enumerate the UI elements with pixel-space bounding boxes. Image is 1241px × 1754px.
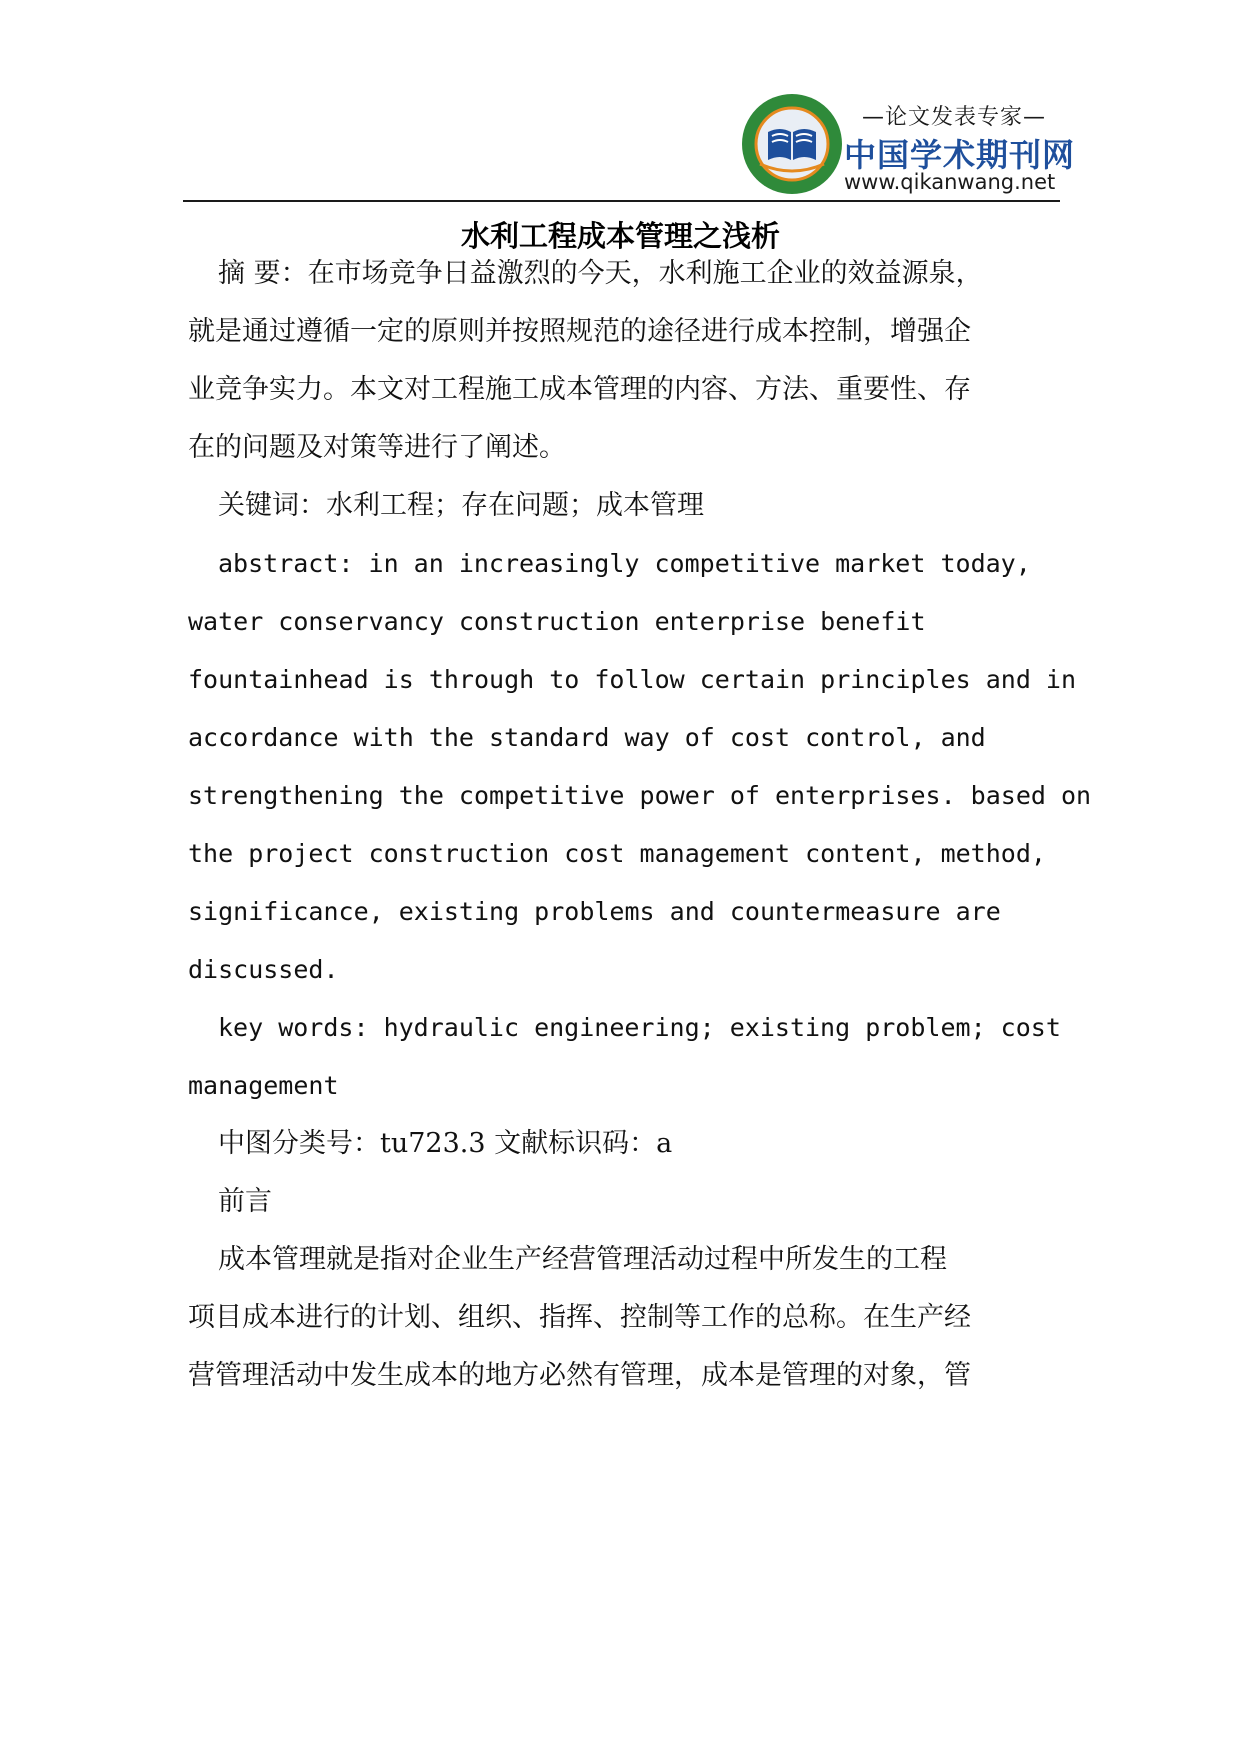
body-line: 营管理活动中发生成本的地方必然有管理，成本是管理的对象，管 [188,1360,971,1391]
abstract-en-line: water conservancy construction enterprise benefit [188,607,926,636]
keywords-en: key words: hydraulic engineering; existing problem; cost [218,1013,1061,1042]
keywords-cn: 关键词：水利工程；存在问题；成本管理 [218,490,704,521]
classification-line: 中图分类号：tu723.3 文献标识码：a [218,1128,673,1159]
body-line: 项目成本进行的计划、组织、指挥、控制等工作的总称。在生产经 [188,1302,971,1333]
abstract-cn-line: 摘 要：在市场竞争日益激烈的今天，水利施工企业的效益源泉， [218,258,983,289]
body-line: 成本管理就是指对企业生产经营管理活动过程中所发生的工程 [218,1244,947,1275]
abstract-en-line: discussed. [188,955,339,984]
abstract-en-line: the project construction cost management content, method, [188,839,1046,868]
abstract-cn-line: 就是通过遵循一定的原则并按照规范的途径进行成本控制，增强企 [188,316,971,347]
abstract-en-line: accordance with the standard way of cost control, and [188,723,986,752]
logo-name: 中国学术期刊网 [844,136,1076,174]
abstract-en-line: fountainhead is through to follow certain principles and in [188,665,1077,694]
logo-url: www.qikanwang.net [844,170,1056,194]
document-title: 水利工程成本管理之浅析 [460,219,780,253]
logo-text [844,88,1074,198]
abstract-cn-line: 业竞争实力。本文对工程施工成本管理的内容、方法、重要性、存 [188,374,971,405]
book-seal-icon [740,92,844,196]
abstract-cn-line: 在的问题及对策等进行了阐述。 [188,432,566,463]
abstract-en-line: strengthening the competitive power of enterprises. based on [188,781,1092,810]
abstract-en-line: abstract: in an increasingly competitive market today, [218,549,1031,578]
journal-logo [740,88,1076,198]
logo-tagline: —论文发表专家— [862,105,1047,130]
section-heading: 前言 [218,1186,272,1217]
keywords-en: management [188,1071,339,1100]
header-divider [183,200,1060,202]
abstract-en-line: significance, existing problems and countermeasure are [188,897,1001,926]
